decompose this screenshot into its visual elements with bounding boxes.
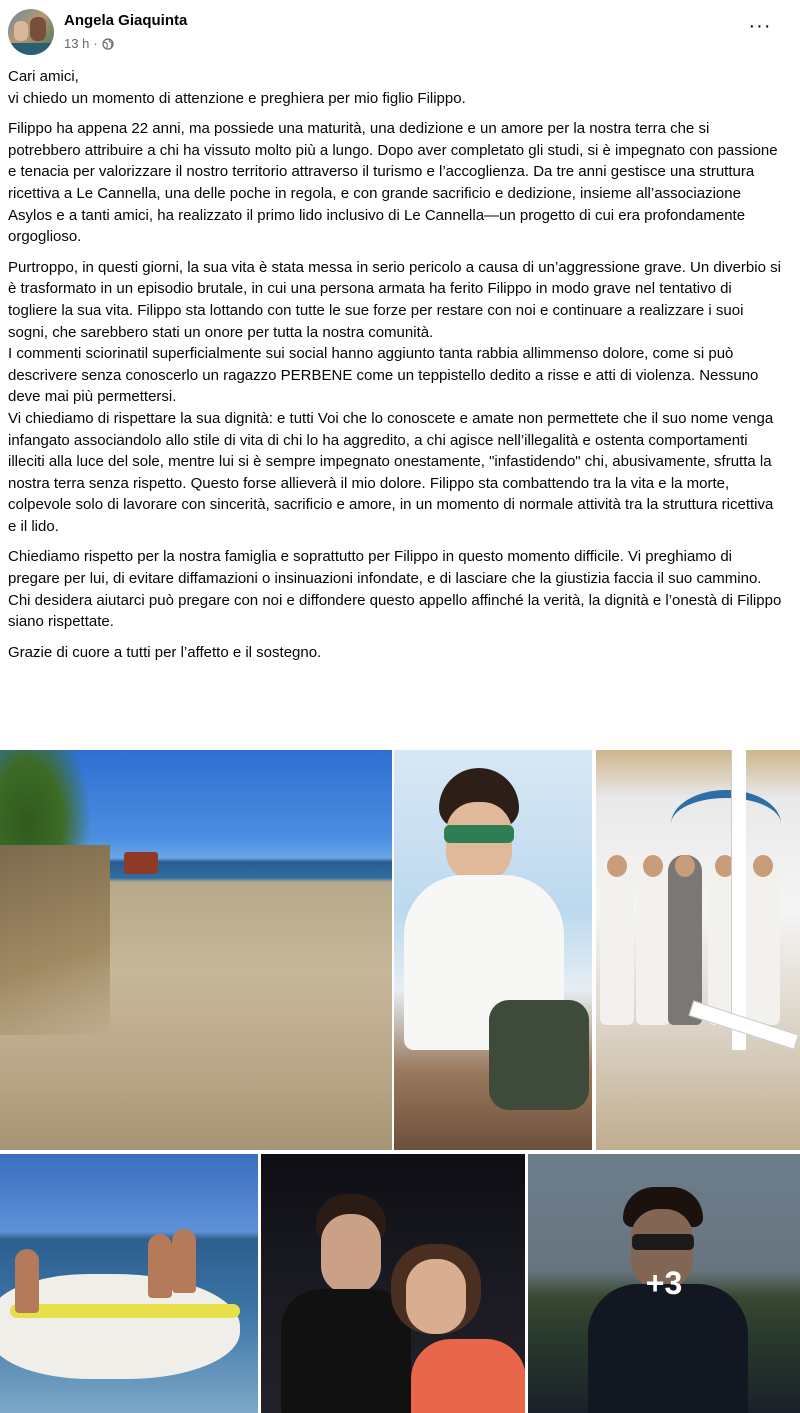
photo-more[interactable] bbox=[528, 1154, 800, 1413]
post-body bbox=[8, 66, 784, 672]
photo-beach[interactable] bbox=[0, 750, 392, 1150]
paragraph: Filippo ha appena 22 anni, ma possiede una maturità, una dedizione e un amore per la nostra terra che si potrebbero attribuire a chi ha vissuto molto più a lungo. Dopo aver completato gli studi, si è impegnato con passione e tenacia per valorizzare il nostro territorio attraverso il turismo e l’accoglienza. Da tre anni gestisce una struttura ricettiva a Le Cannella, una delle poche in regola, e con grande sacrificio e dedizione, insieme all’associazione Asylos e a tanti amici, ha realizzato il primo lido inclusivo di Le Cannella—un progetto di cui era profondamente orgoglioso. bbox=[8, 120, 778, 246]
post-header bbox=[0, 0, 800, 62]
author-avatar[interactable] bbox=[8, 9, 54, 55]
photo-young-man[interactable] bbox=[394, 750, 592, 1150]
photo-group[interactable] bbox=[596, 750, 800, 1150]
more-photos-count: +3 bbox=[645, 1265, 683, 1301]
post-meta bbox=[64, 36, 114, 51]
photo-couple[interactable] bbox=[261, 1154, 525, 1413]
intro-line: vi chiedo un momento di attenzione e preghiera per mio figlio Filippo. bbox=[8, 89, 466, 107]
photo-grid bbox=[0, 750, 800, 1413]
post-timestamp[interactable]: 13 h bbox=[64, 36, 90, 51]
meta-separator: · bbox=[93, 36, 98, 51]
paragraph: Vi chiediamo di rispettare la sua dignità: e tutti Voi che lo conoscete e amate non permettete che il suo nome venga infangato associandolo allo stile di vita di chi lo ha aggredito, a chi agisce nell’illegalità e ostenta comportamenti illeciti alla luce del sole, mentre lui si è sempre impegnato onestamente, "infastidendo" chi, abusivamente, sfrutta la nostra terra senza rispetto. Questo forse allieverà il mio dolore. Filippo sta combattendo tra la vita e la morte, colpevole solo di lavorare con sincerità, sacrificio e amore, in un momento di normale attività tra la struttura ricettiva e il lido. bbox=[8, 409, 774, 535]
greeting-line: Cari amici, bbox=[8, 68, 79, 85]
globe-icon[interactable] bbox=[102, 38, 114, 50]
paragraph: Chiediamo rispetto per la nostra famiglia e soprattutto per Filippo in questo momento difficile. Vi preghiamo di pregare per lui, di evitare diffamazioni o insinuazioni infondate, e di lasciare che la giustizia faccia il suo cammino. Chi desidera aiutarci può pregare con noi e diffondere questo appello affinché la verità, la dignità e l’onestà di Filippo siano rispettate. bbox=[8, 548, 782, 631]
author-name[interactable]: Angela Giaquinta bbox=[64, 12, 188, 29]
paragraph: Purtroppo, in questi giorni, la sua vita è stata messa in serio pericolo a causa di un’aggressione grave. Un diverbio si è trasformato in un episodio brutale, in cui una persona armata ha ferito Filippo in modo grave nel tentativo di togliere la sua vita. Filippo sta lottando con tutte le sue forze per restare con noi e continuare a realizzare i suoi sogni, che sarebbero stati un onore per tutta la nostra comunità. bbox=[8, 258, 781, 341]
photo-jet-ski[interactable] bbox=[0, 1154, 258, 1413]
paragraph: I commenti sciorinatil superficialmente sui social hanno aggiunto tanta rabbia allimmenso dolore, come si può descrivere senza conoscerlo un ragazzo PERBENE come un teppistello dedito a risse e atti di violenza. Nessuno deve mai più permettersi. bbox=[8, 345, 759, 406]
closing-line: Grazie di cuore a tutti per l’affetto e il sostegno. bbox=[8, 643, 322, 661]
more-options-icon[interactable]: ··· bbox=[748, 15, 772, 37]
